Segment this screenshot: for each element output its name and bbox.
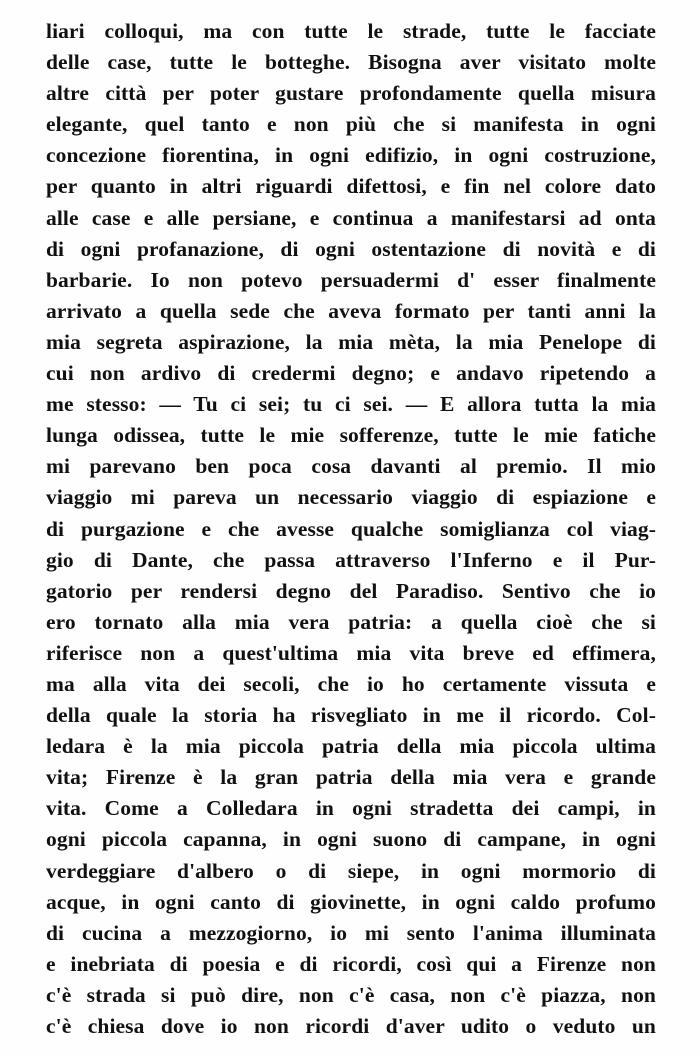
text-line: concezione fiorentina, in ogni edifizio, in ogni costruzione, — [46, 143, 656, 168]
text-line: ogni piccola capanna, in ogni suono di campane, in ogni — [46, 827, 656, 852]
text-line: e inebriata di poesia e di ricordi, così qui a Firenze non — [46, 951, 656, 976]
text-line: lunga odissea, tutte le mie sofferenze, tutte le mie fatiche — [46, 423, 656, 448]
text-line: mia segreta aspirazione, la mia mèta, la mia Penelope di — [46, 329, 656, 354]
text-line: riferisce non a quest'ultima mia vita breve ed effimera, — [46, 640, 656, 665]
text-line: mi parevano ben poca cosa davanti al premio. Il mio — [46, 454, 656, 479]
text-line: gio di Dante, che passa attraverso l'Inferno e il Pur- — [46, 547, 656, 572]
text-line: arrivato a quella sede che aveva formato per tanti anni la — [46, 298, 656, 323]
text-line: ledara è la mia piccola patria della mia piccola ultima — [46, 734, 656, 759]
text-line: vita. Come a Colledara in ogni stradetta dei campi, in — [46, 796, 656, 821]
text-line: per quanto in altri riguardi difettosi, e fin nel colore dato — [46, 174, 656, 199]
text-line: liari colloqui, ma con tutte le strade, tutte le facciate — [46, 19, 656, 43]
text-line: viaggio mi pareva un necessario viaggio di espiazione e — [46, 485, 656, 510]
text-line: c'è strada si può dire, non c'è casa, non c'è piazza, non — [46, 982, 656, 1007]
text-line: di purgazione e che avesse qualche somiglianza col viag- — [46, 516, 656, 541]
text-line: verdeggiare d'albero o di siepe, in ogni mormorio di — [46, 858, 656, 883]
text-line: barbarie. Io non potevo persuadermi d' esser finalmente — [46, 267, 656, 292]
text-line: ero tornato alla mia vera patria: a quella cioè che si — [46, 609, 656, 634]
text-line: cui non ardivo di credermi degno; e andavo ripetendo a — [46, 361, 656, 386]
text-line: vita; Firenze è la gran patria della mia vera e grande — [46, 765, 656, 790]
text-line: ma alla vita dei secoli, che io ho certamente vissuta e — [46, 671, 656, 696]
text-line: c'è chiesa dove io non ricordi d'aver udito o veduto un — [46, 1014, 656, 1038]
text-line: di ogni profanazione, di ogni ostentazione di novità e di — [46, 236, 656, 261]
text-line: me stesso: — Tu ci sei; tu ci sei. — E allora tutta la mia — [46, 392, 656, 417]
text-line: delle case, tutte le botteghe. Bisogna aver visitato molte — [46, 50, 656, 75]
text-line: della quale la storia ha risvegliato in me il ricordo. Col- — [46, 703, 656, 728]
text-line: elegante, quel tanto e non più che si manifesta in ogni — [46, 112, 656, 137]
text-line: altre città per poter gustare profondamente quella misura — [46, 81, 656, 106]
body-text — [46, 16, 656, 1042]
text-line: acque, in ogni canto di giovinette, in ogni caldo profumo — [46, 889, 656, 914]
text-line: gatorio per rendersi degno del Paradiso. Sentivo che io — [46, 578, 656, 603]
text-line: alle case e alle persiane, e continua a manifestarsi ad onta — [46, 205, 656, 230]
text-line: di cucina a mezzogiorno, io mi sento l'anima illuminata — [46, 920, 656, 945]
